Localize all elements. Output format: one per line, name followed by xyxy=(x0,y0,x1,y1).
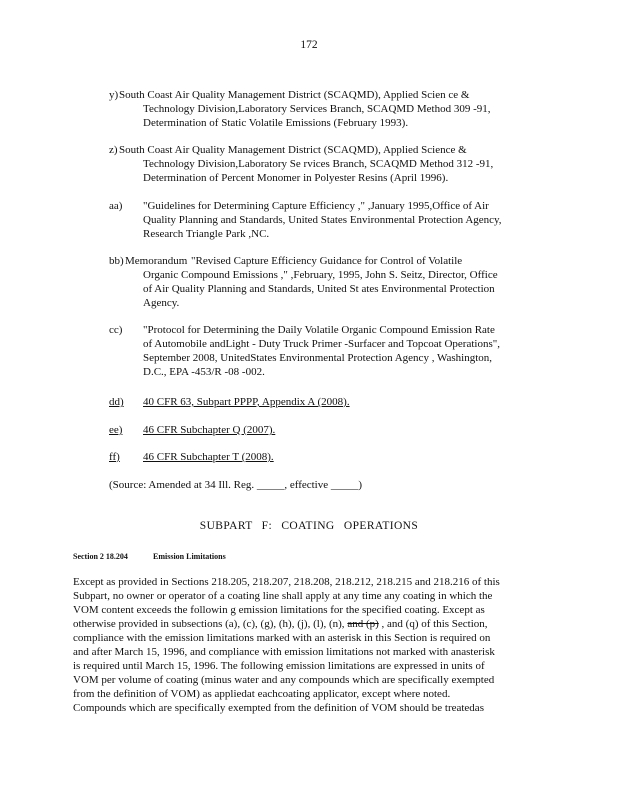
body-line-4-a: otherwise provided in subsections (a), (c), (g), (h), (j), (l), (n), xyxy=(73,618,348,630)
ref-ff-label: ff) xyxy=(109,451,120,463)
ref-y-label: y) xyxy=(109,89,119,101)
ref-y-line-2: Technology Division,Laboratory Services Branch, SCAQMD Method 309 -91, xyxy=(143,103,491,115)
subpart-heading: SUBPART F: COATING OPERATIONS xyxy=(199,520,419,532)
ref-bb-line-3: of Air Quality Planning and Standards, United St ates Environmental Protection xyxy=(143,283,495,295)
ref-cc-label: cc) xyxy=(109,324,123,336)
ref-aa-line-1: "Guidelines for Determining Capture Efficiency ," ,January 1995,Office of Air xyxy=(143,200,489,212)
page-number: 172 xyxy=(300,39,318,51)
ref-bb-line-1: "Revised Capture Efficiency Guidance for Control of Volatile xyxy=(191,255,463,267)
section-title: Emission Limitations xyxy=(153,552,226,561)
ref-cc-line-2: of Automobile andLight - Duty Truck Primer -Surfacer and Topcoat Operations", xyxy=(143,338,500,350)
ref-ff-line-1: 46 CFR Subchapter T (2008). xyxy=(143,451,274,463)
body-line-9: from the definition of VOM) as appliedat eachcoating applicator, except where noted. xyxy=(73,688,451,700)
ref-z-line-3: Determination of Percent Monomer in Polyester Resins (April 1996). xyxy=(143,172,449,184)
ref-dd-line-1: 40 CFR 63, Subpart PPPP, Appendix A (2008). xyxy=(143,396,350,408)
body-line-5: compliance with the emission limitations marked with an asterisk in this Section is required on xyxy=(73,632,491,644)
body-line-8: VOM per volume of coating (minus water and any compounds which are specifically exempted xyxy=(73,674,495,686)
source-note: (Source: Amended at 34 Ill. Reg. _____, effective _____) xyxy=(109,479,363,491)
ref-bb-label: bb) xyxy=(109,255,124,267)
body-line-4-b: , and (q) of this Section, xyxy=(378,618,488,630)
section-number: Section 2 18.204 xyxy=(73,552,128,561)
body-line-6: and after March 15, 1996, and compliance with emission limitations not marked with anasterisk xyxy=(73,646,495,658)
body-line-1: Except as provided in Sections 218.205, 218.207, 218.208, 218.212, 218.215 and 218.216 of this xyxy=(73,576,500,588)
ref-bb-line-4: Agency. xyxy=(143,297,180,309)
body-line-10: Compounds which are specifically exempted from the definition of VOM should be treatedas xyxy=(73,702,484,714)
ref-aa-line-3: Research Triangle Park ,NC. xyxy=(143,228,270,240)
ref-cc-line-4: D.C., EPA -453/R -08 -002. xyxy=(143,366,265,378)
ref-cc-line-1: "Protocol for Determining the Daily Volatile Organic Compound Emission Rate xyxy=(143,324,495,336)
ref-cc-line-3: September 2008, UnitedStates Environmental Protection Agency , Washington, xyxy=(143,352,493,364)
ref-ee-line-1: 46 CFR Subchapter Q (2007). xyxy=(143,424,276,436)
body-line-3: VOM content exceeds the followin g emission limitations for the specified coating. Except as xyxy=(73,604,485,616)
body-line-4 xyxy=(73,617,488,631)
ref-z-line-1: South Coast Air Quality Management District (SCAQMD), Applied Science & xyxy=(119,144,467,156)
body-line-7: is required until March 15, 1996. The following emission limitations are expressed in units of xyxy=(73,660,485,672)
ref-ee-label: ee) xyxy=(109,424,123,436)
ref-aa-label: aa) xyxy=(109,200,123,212)
ref-y-line-1: South Coast Air Quality Management District (SCAQMD), Applied Scien ce & xyxy=(119,89,470,101)
ref-bb-line-2: Organic Compound Emissions ," ,February, 1995, John S. Seitz, Director, Office xyxy=(143,269,498,281)
ref-bb-lead: Memorandum xyxy=(125,255,188,267)
ref-aa-line-2: Quality Planning and Standards, United States Environmental Protection Agency, xyxy=(143,214,502,226)
ref-y-line-3: Determination of Static Volatile Emissions (February 1993). xyxy=(143,117,409,129)
ref-z-label: z) xyxy=(109,144,118,156)
ref-dd-label: dd) xyxy=(109,396,124,408)
body-line-4-struck: and (p) xyxy=(347,618,379,630)
ref-z-line-2: Technology Division,Laboratory Se rvices Branch, SCAQMD Method 312 -91, xyxy=(143,158,494,170)
body-line-2: Subpart, no owner or operator of a coating line shall apply at any time any coating in which the xyxy=(73,590,493,602)
